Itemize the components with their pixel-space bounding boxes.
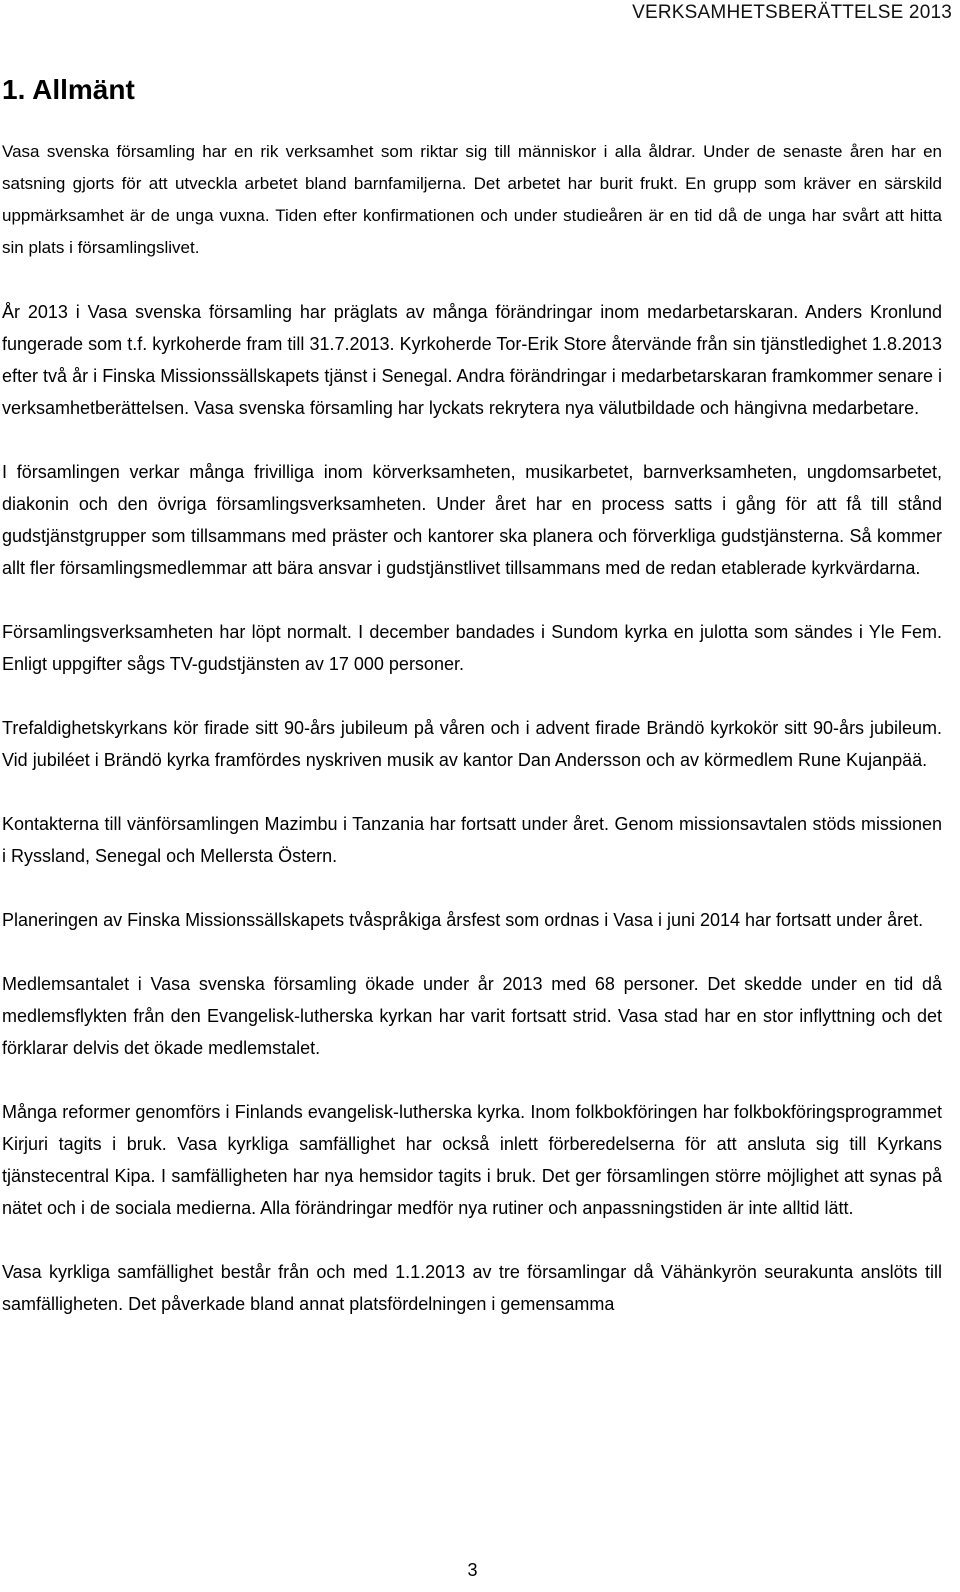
paragraph-activities: Församlingsverksamheten har löpt normalt. I december bandades i Sundom kyrka en julotta som sändes i Yle Fem. Enligt uppgifter sågs TV-gudstjänsten av 17 000 personer.: [2, 622, 942, 674]
paragraph-intro: Vasa svenska församling har en rik verksamhet som riktar sig till människor i alla åldrar. Under de senaste åren har en satsning gjorts för att utveckla arbetet bland barnfamiljerna. Det arbetet har burit frukt. En grupp som kräver en särskild uppmärksamhet är de unga vuxna. Tiden efter konfirmationen och under studieåren är en tid då de unga har svårt att hitta sin plats i församlingslivet.: [2, 142, 942, 257]
page-number: 3: [467, 1560, 478, 1580]
running-header: VERKSAMHETSBERÄTTELSE 2013: [632, 2, 952, 23]
paragraph-membership: Medlemsantalet i Vasa svenska församling ökade under år 2013 med 68 personer. Det skedde under en tid då medlemsflykten från den Evangelisk-lutherska kyrkan har varit fortsatt strid. Vasa stad har en stor inflyttning och det förklarar delvis det ökade medlemstalet.: [2, 974, 942, 1058]
paragraph-reforms: Många reformer genomförs i Finlands evangelisk-lutherska kyrka. Inom folkbokföringen har folkbokföringsprogrammet Kirjuri tagits i bruk. Vasa kyrkliga samfällighet har också inlett förberedelserna för att ansluta sig till Kyrkans tjänstecentral Kipa. I samfälligheten har nya hemsidor tagits i bruk. Det ger församlingen större möjlighet att synas på nätet och i de sociala medierna. Alla förändringar medför nya rutiner och anpassningstiden är inte alltid lätt.: [2, 1102, 942, 1218]
paragraph-volunteers: I församlingen verkar många frivilliga inom körverksamheten, musikarbetet, barnverksamheten, ungdomsarbetet, diakonin och den övriga församlingsverksamheten. Under året har en process satts i gång för att få till stånd gudstjänstgrupper som tillsammans med präster och kantorer ska planera och förverkliga gudstjänsterna. Så kommer allt fler församlingsmedlemmar att bära ansvar i gudstjänstlivet tillsammans med de redan etablerade kyrkvärdarna.: [2, 462, 942, 578]
paragraph-parish-union: Vasa kyrkliga samfällighet består från och med 1.1.2013 av tre församlingar då Vähänkyrön seurakunta anslöts till samfälligheten. Det påverkade bland annat platsfördelningen i gemensamma: [2, 1262, 942, 1314]
paragraph-staff-changes: År 2013 i Vasa svenska församling har präglats av många förändringar inom medarbetarskaran. Anders Kronlund fungerade som t.f. kyrkoherde fram till 31.7.2013. Kyrkoherde Tor-Erik Store återvände från sin tjänstledighet 1.8.2013 efter två år i Finska Missionssällskapets tjänst i Senegal. Andra förändringar i medarbetarskaran framkommer senare i verksamhetberättelsen. Vasa svenska församling har lyckats rekrytera nya välutbildade och hängivna medarbetare.: [2, 302, 942, 418]
paragraph-annual-festival: Planeringen av Finska Missionssällskapets tvåspråkiga årsfest som ordnas i Vasa i juni 2014 har fortsatt under året.: [2, 910, 924, 930]
section-heading: 1. Allmänt: [2, 74, 135, 105]
paragraph-choir-jubilee: Trefaldighetskyrkans kör firade sitt 90-års jubileum på våren och i advent firade Brändö kyrkokör sitt 90-års jubileum. Vid jubiléet i Brändö kyrka framfördes nyskriven musik av kantor Dan Andersson och av körmedlem Rune Kujanpää.: [2, 718, 942, 770]
document-body: [2, 136, 942, 1352]
paragraph-mission-contacts: Kontakterna till vänförsamlingen Mazimbu i Tanzania har fortsatt under året. Genom missionsavtalen stöds missionen i Ryssland, Senegal och Mellersta Östern.: [2, 814, 942, 866]
